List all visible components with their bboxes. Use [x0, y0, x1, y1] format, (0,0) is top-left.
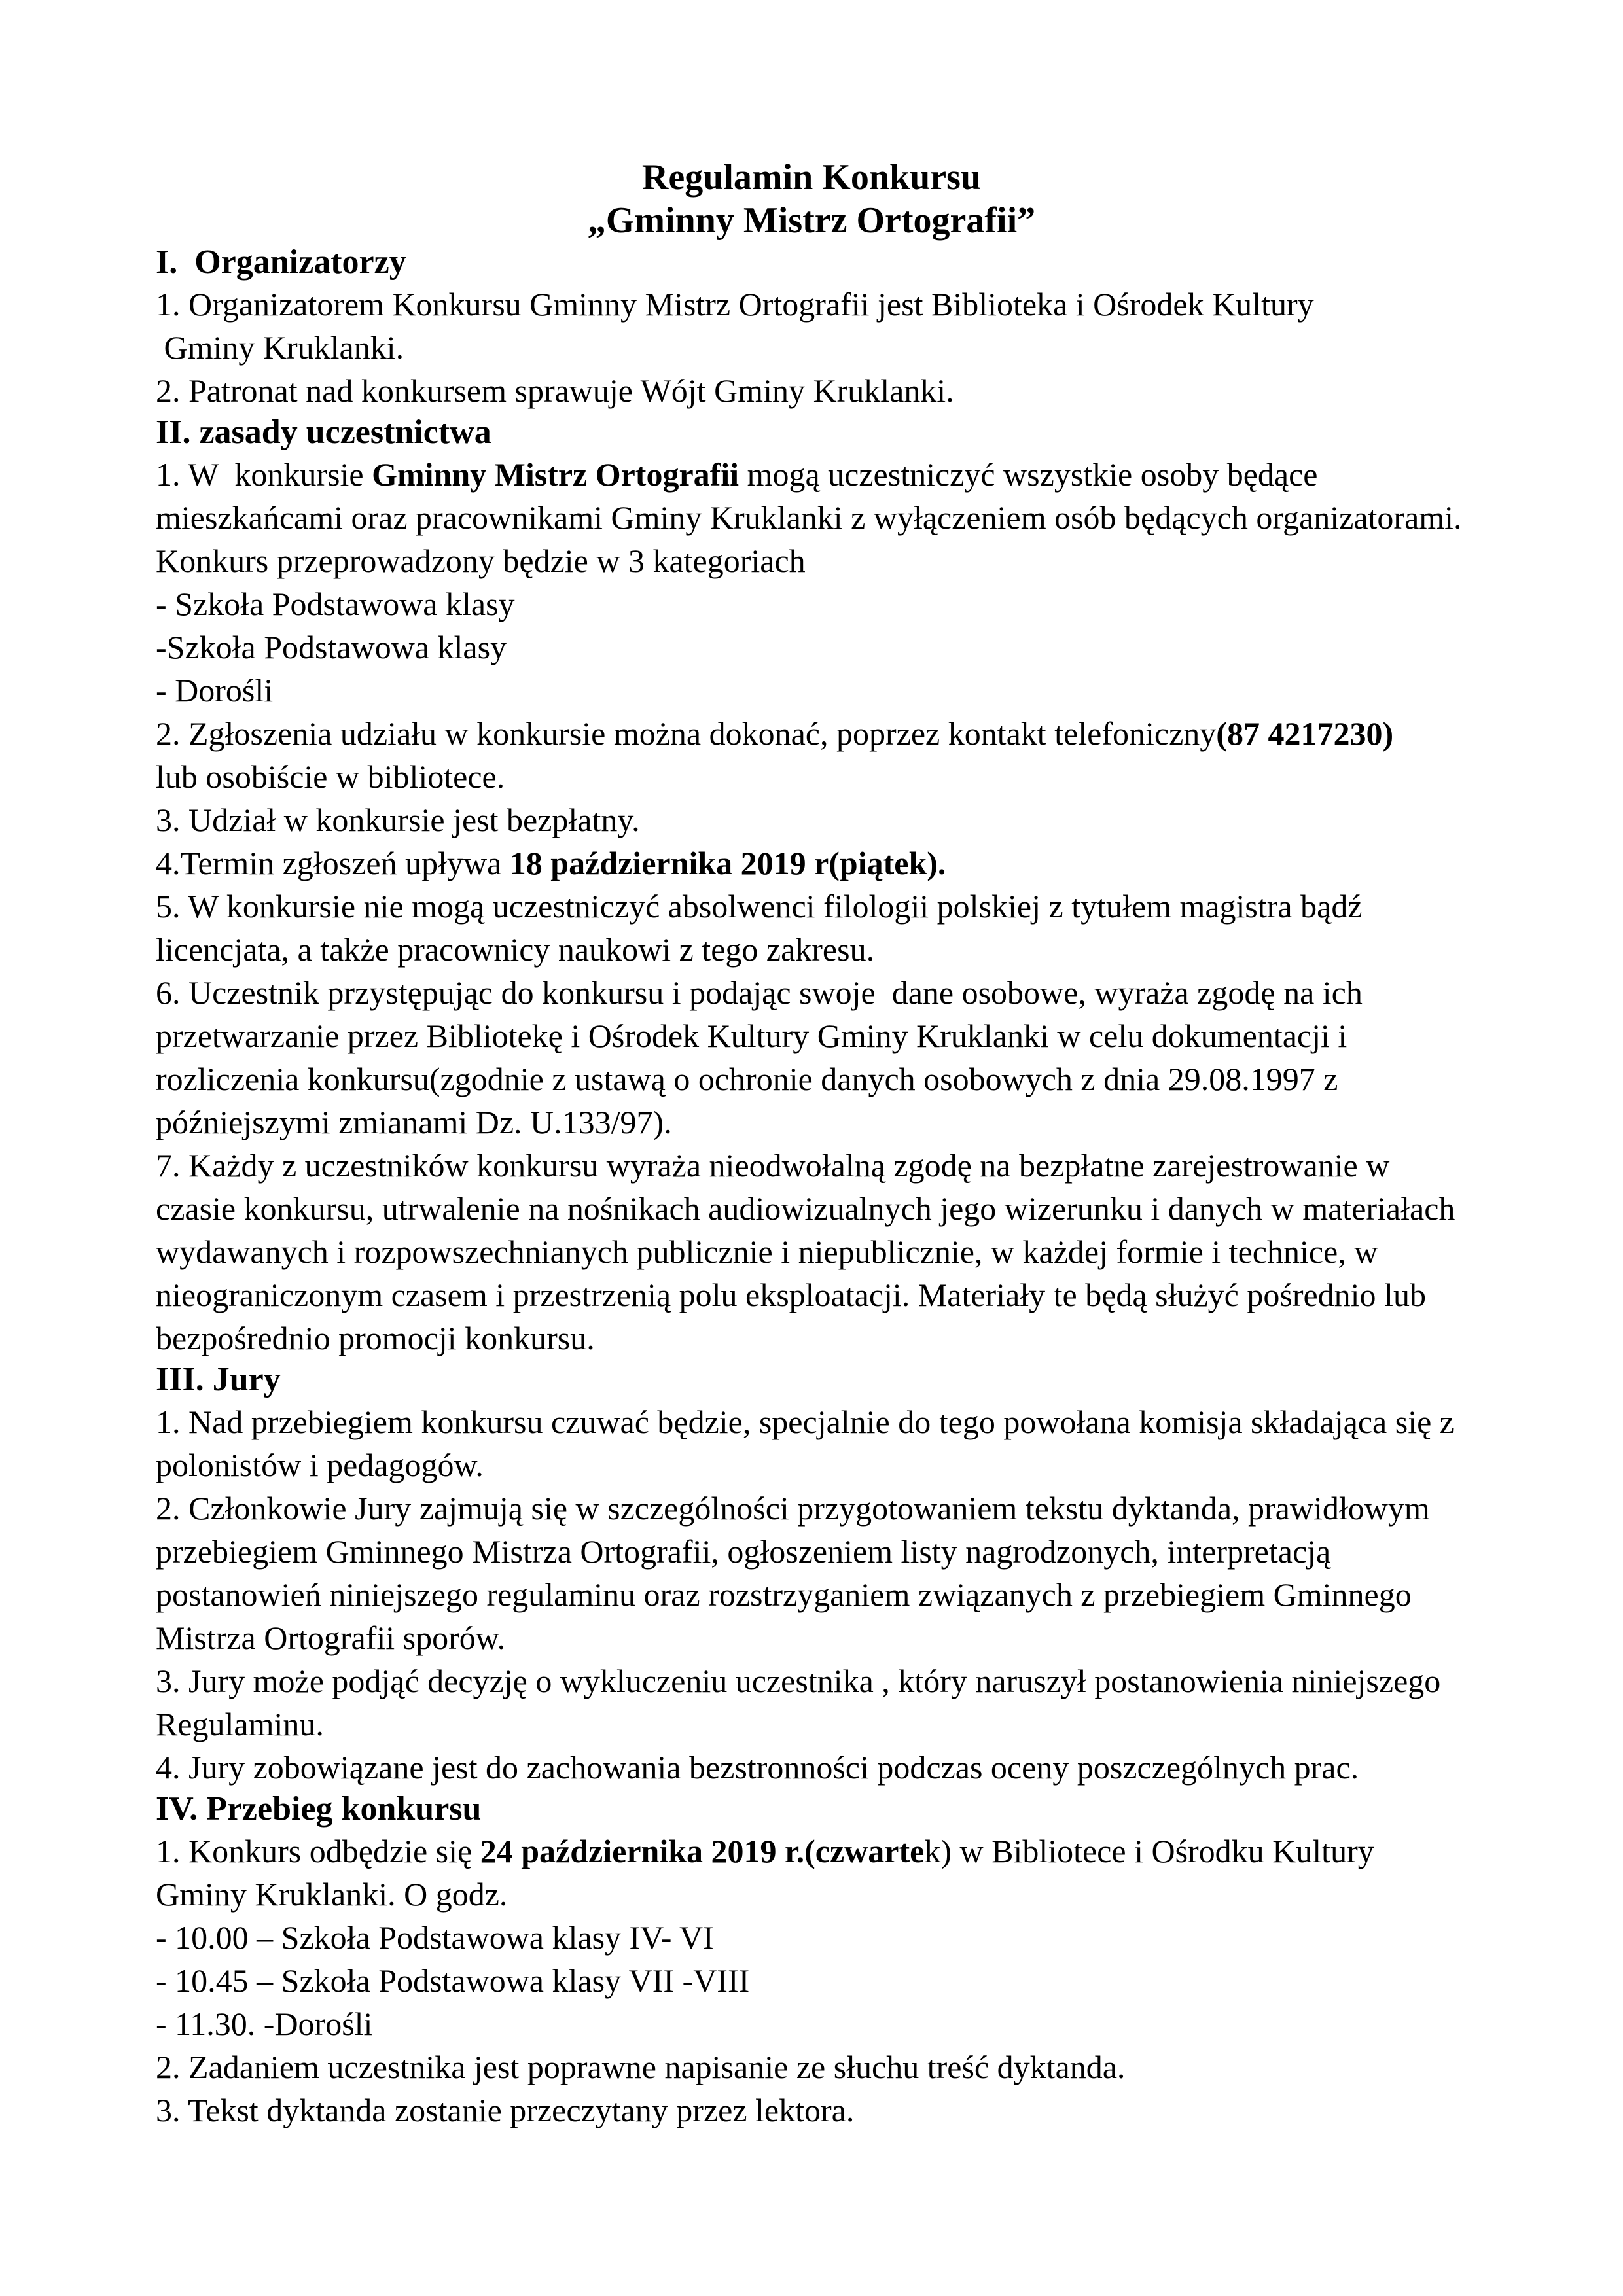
text-run: mieszkańcami oraz pracownikami Gminy Kruklanki z wyłączeniem osób będących organizatorami. — [156, 499, 1462, 536]
text-line — [156, 1573, 1497, 1616]
bold-text: 18 października 2019 r(piątek). — [509, 845, 946, 881]
text-run: czasie konkursu, utrwalenie na nośnikach audiowizualnych jego wizerunku i danych w materiałach — [156, 1190, 1455, 1227]
text-run: 2. Zgłoszenia udziału w konkursie można dokonać, poprzez kontakt telefoniczny — [156, 715, 1217, 752]
text-run: licencjata, a także pracownicy naukowi z tego zakresu. — [156, 931, 875, 968]
bold-text: Gminny Mistrz Ortografii — [372, 456, 740, 493]
document-body — [156, 156, 1497, 2132]
text-line — [156, 1829, 1497, 1873]
text-line — [156, 798, 1497, 841]
text-run: - 11.30. -Dorośli — [156, 2005, 373, 2042]
text-run: 5. W konkursie nie mogą uczestniczyć absolwenci filologii polskiej z tytułem magistra bądź — [156, 888, 1363, 925]
section-heading: II. zasady uczestnictwa — [156, 414, 491, 451]
text-line — [156, 1273, 1497, 1316]
section-organizatorzy — [156, 242, 1497, 412]
text-run: 1. W konkursie — [156, 456, 372, 493]
text-line — [156, 1703, 1497, 1746]
text-line — [156, 1014, 1497, 1057]
text-run: 3. Udział w konkursie jest bezpłatny. — [156, 802, 640, 838]
text-run: 7. Każdy z uczestników konkursu wyraża nieodwołalną zgodę na bezpłatne zarejestrowanie w — [156, 1147, 1390, 1184]
text-line — [156, 1101, 1497, 1144]
text-run: Gminy Kruklanki. O godz. — [156, 1876, 508, 1913]
text-run: 1. Organizatorem Konkursu Gminny Mistrz Ortografii jest Biblioteka i Ośrodek Kultury — [156, 286, 1314, 323]
text-run: -Szkoła Podstawowa klasy — [156, 629, 507, 665]
section-jury — [156, 1360, 1497, 1789]
bold-text: 24 października 2019 r.(czwarte — [480, 1833, 925, 1869]
text-run: Regulaminu. — [156, 1706, 324, 1742]
section-przebieg-konkursu — [156, 1789, 1497, 2132]
text-run: - 10.45 – Szkoła Podstawowa klasy VII -VIII — [156, 1962, 750, 1999]
text-run: 2. Zadaniem uczestnika jest poprawne napisanie ze słuchu treść dyktanda. — [156, 2049, 1126, 2085]
text-run: - Szkoła Podstawowa klasy — [156, 586, 515, 622]
text-line — [156, 1443, 1497, 1487]
bold-text: (87 4217230) — [1216, 715, 1394, 752]
sections-container — [156, 242, 1497, 2132]
text-line — [156, 2089, 1497, 2132]
text-line — [156, 1487, 1497, 1530]
text-line — [156, 1144, 1497, 1187]
text-line — [156, 712, 1497, 755]
text-line — [156, 539, 1497, 582]
text-run: wydawanych i rozpowszechnianych publicznie i niepublicznie, w każdej formie i technice, w — [156, 1233, 1378, 1270]
text-line — [156, 369, 1497, 412]
text-run: k) w Bibliotece i Ośrodku Kultury — [924, 1833, 1374, 1869]
text-run: 4. Jury zobowiązane jest do zachowania bezstronności podczas oceny poszczególnych prac. — [156, 1749, 1359, 1786]
text-run: 1. Konkurs odbędzie się — [156, 1833, 480, 1869]
text-line — [156, 1916, 1497, 1959]
text-run: lub osobiście w bibliotece. — [156, 758, 505, 795]
text-run: nieograniczonym czasem i przestrzenią polu eksploatacji. Materiały te będą służyć pośrednio lub — [156, 1277, 1426, 1313]
text-line — [156, 1659, 1497, 1703]
section-heading: III. Jury — [156, 1361, 281, 1398]
text-run: przetwarzanie przez Bibliotekę i Ośrodek Kultury Gminy Kruklanki w celu dokumentacji i — [156, 1017, 1347, 1054]
text-run: późniejszymi zmianami Dz. U.133/97). — [156, 1104, 672, 1140]
text-run: rozliczenia konkursu(zgodnie z ustawą o ochronie danych osobowych z dnia 29.08.1997 z — [156, 1061, 1338, 1097]
text-line — [156, 496, 1497, 539]
text-run: 3. Tekst dyktanda zostanie przeczytany przez lektora. — [156, 2092, 855, 2128]
text-line — [156, 971, 1497, 1014]
text-line — [156, 1187, 1497, 1230]
text-line — [156, 326, 1497, 369]
text-line — [156, 626, 1497, 669]
text-line — [156, 2002, 1497, 2045]
text-run: - Dorośli — [156, 672, 274, 709]
text-line — [156, 453, 1497, 496]
text-run: mogą uczestniczyć wszystkie osoby będące — [739, 456, 1318, 493]
text-line — [156, 1057, 1497, 1101]
text-line — [156, 885, 1497, 928]
text-run: Gminy Kruklanki. — [156, 329, 404, 366]
text-run: postanowień niniejszego regulaminu oraz rozstrzyganiem związanych z przebiegiem Gminnego — [156, 1576, 1412, 1613]
text-run: Mistrza Ortografii sporów. — [156, 1619, 506, 1656]
text-line — [156, 1400, 1497, 1443]
text-line — [156, 582, 1497, 626]
text-line — [156, 1959, 1497, 2002]
text-line — [156, 1316, 1497, 1360]
text-line — [156, 1746, 1497, 1789]
text-line — [156, 841, 1497, 885]
text-line — [156, 755, 1497, 798]
text-run: - 10.00 – Szkoła Podstawowa klasy IV- VI — [156, 1919, 714, 1956]
text-line — [156, 1616, 1497, 1659]
text-line — [156, 1530, 1497, 1573]
text-line — [156, 283, 1497, 326]
text-run: 6. Uczestnik przystępując do konkursu i podając swoje dane osobowe, wyraża zgodę na ich — [156, 974, 1363, 1011]
text-run: 1. Nad przebiegiem konkursu czuwać będzie, specjalnie do tego powołana komisja składająca się z — [156, 1404, 1454, 1440]
text-run: polonistów i pedagogów. — [156, 1447, 484, 1483]
text-run: bezpośrednio promocji konkursu. — [156, 1320, 595, 1356]
text-run: 4.Termin zgłoszeń upływa — [156, 845, 510, 881]
text-run: 2. Patronat nad konkursem sprawuje Wójt Gminy Kruklanki. — [156, 372, 954, 409]
text-run: przebiegiem Gminnego Mistrza Ortografii, ogłoszeniem listy nagrodzonych, interpretacją — [156, 1533, 1331, 1570]
text-line — [156, 1230, 1497, 1273]
text-run: 3. Jury może podjąć decyzję o wykluczeniu uczestnika , który naruszył postanowienia niniejszego — [156, 1663, 1441, 1699]
text-line — [156, 928, 1497, 971]
section-heading: I. Organizatorzy — [156, 243, 406, 281]
document-title — [156, 156, 1467, 242]
text-line — [156, 1873, 1497, 1916]
section-heading: IV. Przebieg konkursu — [156, 1790, 482, 1828]
text-line — [156, 669, 1497, 712]
title-line-1: Regulamin Konkursu — [641, 157, 982, 198]
text-run: Konkurs przeprowadzony będzie w 3 kategoriach — [156, 542, 806, 579]
section-zasady-uczestnictwa — [156, 412, 1497, 1360]
text-run: 2. Członkowie Jury zajmują się w szczególności przygotowaniem tekstu dyktanda, prawidłowym — [156, 1490, 1430, 1527]
text-line — [156, 2045, 1497, 2089]
title-line-2: „Gminny Mistrz Ortografii” — [587, 200, 1036, 241]
